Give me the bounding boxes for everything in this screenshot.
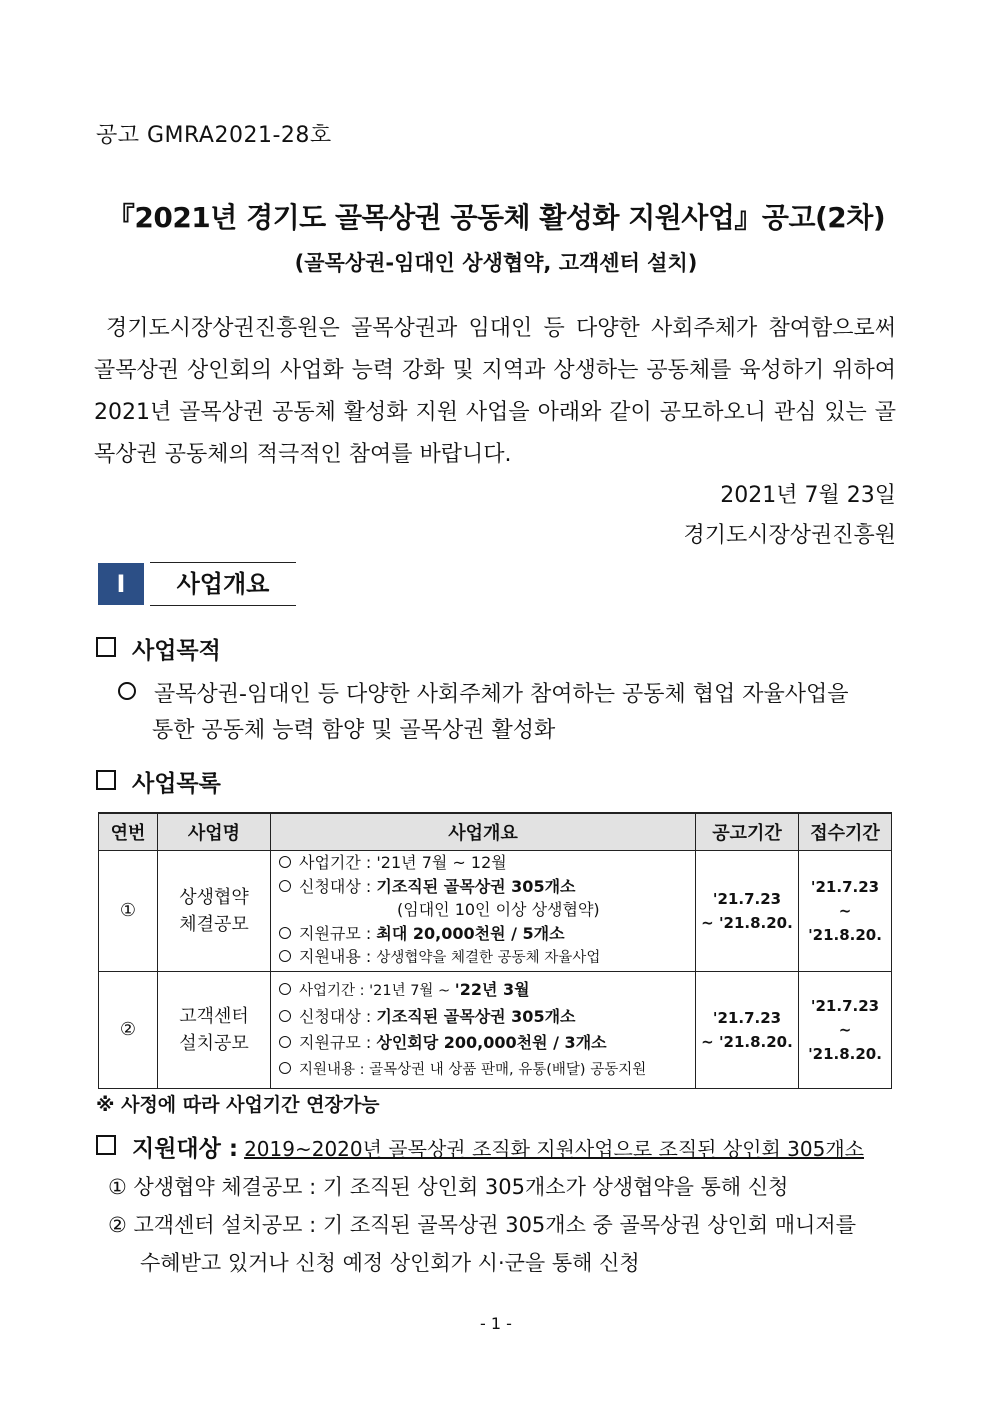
circle-bullet-icon [279, 927, 291, 939]
business-name-line-2: 설치공모 [179, 1032, 249, 1054]
overview-line [279, 851, 695, 875]
overview-label: 지원규모 : [299, 923, 377, 943]
table-row [99, 851, 892, 972]
page-number: - 1 - [480, 1314, 512, 1333]
list-heading [96, 765, 221, 798]
table-row [99, 971, 892, 1088]
overview-value: 상생협약을 체결한 공동체 자율사업 [376, 950, 601, 966]
overview-value-bold: '22년 3월 [454, 979, 530, 999]
overview-line [279, 1030, 695, 1056]
overview-label: 사업기간 : [299, 853, 377, 872]
list-heading-text: 사업목록 [132, 771, 221, 797]
overview-value: '21년 7월 ~ 12월 [376, 853, 507, 872]
circle-bullet-icon [279, 1036, 291, 1048]
circle-bullet-icon [279, 1062, 291, 1074]
extension-note: ※ 사정에 따라 사업기간 연장가능 [96, 1094, 380, 1116]
notice-period [696, 851, 799, 972]
overview-label: 사업기간 : [299, 982, 370, 999]
document-subtitle: (골목상권-임대인 상생협약, 고객센터 설치) [294, 251, 698, 275]
col-header-name: 사업명 [158, 813, 271, 851]
overview-label: 지원규모 : [299, 1032, 377, 1052]
notice-number: 공고 GMRA2021-28호 [96, 123, 332, 148]
business-name [158, 971, 271, 1088]
target-item-2-continued: 수혜받고 있거나 신청 예정 상인회가 시·군을 통해 신청 [140, 1251, 640, 1275]
business-overview [271, 971, 696, 1088]
circle-bullet-icon [279, 1010, 291, 1022]
period-to: ~ '21.8.20. [701, 913, 793, 932]
period-from: '21.7.23 [810, 996, 880, 1015]
table-header-row [99, 813, 892, 851]
overview-value: '21년 7월 ~ [369, 982, 455, 999]
overview-line [279, 1004, 695, 1030]
business-overview [271, 851, 696, 972]
col-header-notice-period: 공고기간 [696, 813, 799, 851]
target-item-1: ① 상생협약 체결공모 : 기 조직된 상인회 305개소가 상생협약을 통해 신청 [108, 1175, 789, 1199]
period-to: ~ '21.8.20. [808, 1020, 882, 1063]
overview-line [279, 977, 695, 1004]
target-heading [96, 1130, 864, 1163]
overview-label: 지원내용 : [299, 1061, 370, 1078]
row-number: ② [99, 971, 158, 1088]
period-from: '21.7.23 [810, 877, 880, 896]
purpose-line-1 [118, 677, 848, 708]
circle-bullet-icon [279, 983, 291, 995]
overview-line-continued: (임대인 10인 이상 상생협약) [397, 900, 600, 919]
purpose-heading [96, 632, 221, 665]
period-to: ~ '21.8.20. [808, 901, 882, 944]
overview-value: 최대 20,000천원 / 5개소 [376, 923, 565, 943]
receipt-period [799, 851, 892, 972]
notice-period [696, 971, 799, 1088]
business-name-line-1: 고객센터 [179, 1005, 249, 1027]
overview-line [279, 1056, 695, 1083]
section-title: 사업개요 [150, 562, 296, 606]
overview-value: 상인회당 200,000천원 / 3개소 [376, 1032, 607, 1052]
purpose-heading-text: 사업목적 [132, 638, 221, 664]
overview-line [279, 875, 695, 899]
square-bullet-icon [96, 1135, 116, 1155]
business-name [158, 851, 271, 972]
target-summary: 2019~2020년 골목상권 조직화 지원사업으로 조직된 상인회 305개소 [244, 1137, 864, 1161]
target-item-2: ② 고객센터 설치공모 : 기 조직된 골목상권 305개소 중 골목상권 상인회 매니저를 [108, 1213, 856, 1237]
overview-value: 기조직된 골목상권 305개소 [376, 876, 576, 896]
col-header-no: 연번 [99, 813, 158, 851]
period-from: '21.7.23 [712, 889, 782, 908]
overview-line [279, 922, 695, 946]
purpose-line-2: 통한 공동체 능력 함양 및 골목상권 활성화 [152, 718, 556, 743]
notice-date: 2021년 7월 23일 [720, 483, 896, 508]
col-header-overview: 사업개요 [271, 813, 696, 851]
business-name-line-2: 체결공모 [179, 913, 249, 935]
overview-label: 지원내용 : [299, 947, 377, 966]
receipt-period [799, 971, 892, 1088]
overview-value: 골목상권 내 상품 판매, 유통(배달) 공동지원 [369, 1061, 647, 1078]
circle-bullet-icon [118, 682, 136, 700]
overview-label: 신청대상 : [299, 1006, 377, 1026]
square-bullet-icon [96, 770, 116, 790]
business-name-line-1: 상생협약 [179, 886, 249, 908]
circle-bullet-icon [279, 880, 291, 892]
period-to: ~ '21.8.20. [701, 1032, 793, 1051]
square-bullet-icon [96, 637, 116, 657]
overview-line [279, 945, 695, 971]
period-from: '21.7.23 [712, 1008, 782, 1027]
col-header-receipt-period: 접수기간 [799, 813, 892, 851]
row-number: ① [99, 851, 158, 972]
target-heading-text: 지원대상 : [132, 1136, 239, 1162]
overview-value: 기조직된 골목상권 305개소 [376, 1006, 576, 1026]
overview-label: 신청대상 : [299, 876, 377, 896]
section-number-badge: Ⅰ [98, 563, 144, 605]
business-list-table [98, 812, 892, 1089]
document-title: 『2021년 경기도 골목상권 공동체 활성화 지원사업』공고(2차) [106, 201, 886, 234]
intro-text: 경기도시장상권진흥원은 골목상권과 임대인 등 다양한 사회주체가 참여함으로써 골목상권 상인회의 사업화 능력 강화 및 지역과 상생하는 공동체를 육성하기 위하여 2021년 골목상권 공동체 활성화 지원 사업을 아래와 같이 공모하오니 관심 있는 골목상권 공동체의 적극적인 참여를 바랍니다. [94, 316, 896, 467]
intro-paragraph [94, 308, 896, 476]
purpose-text-1: 골목상권-임대인 등 다양한 사회주체가 참여하는 공동체 협업 자율사업을 [154, 682, 849, 707]
circle-bullet-icon [279, 856, 291, 868]
issuer: 경기도시장상권진흥원 [683, 523, 896, 548]
circle-bullet-icon [279, 950, 291, 962]
